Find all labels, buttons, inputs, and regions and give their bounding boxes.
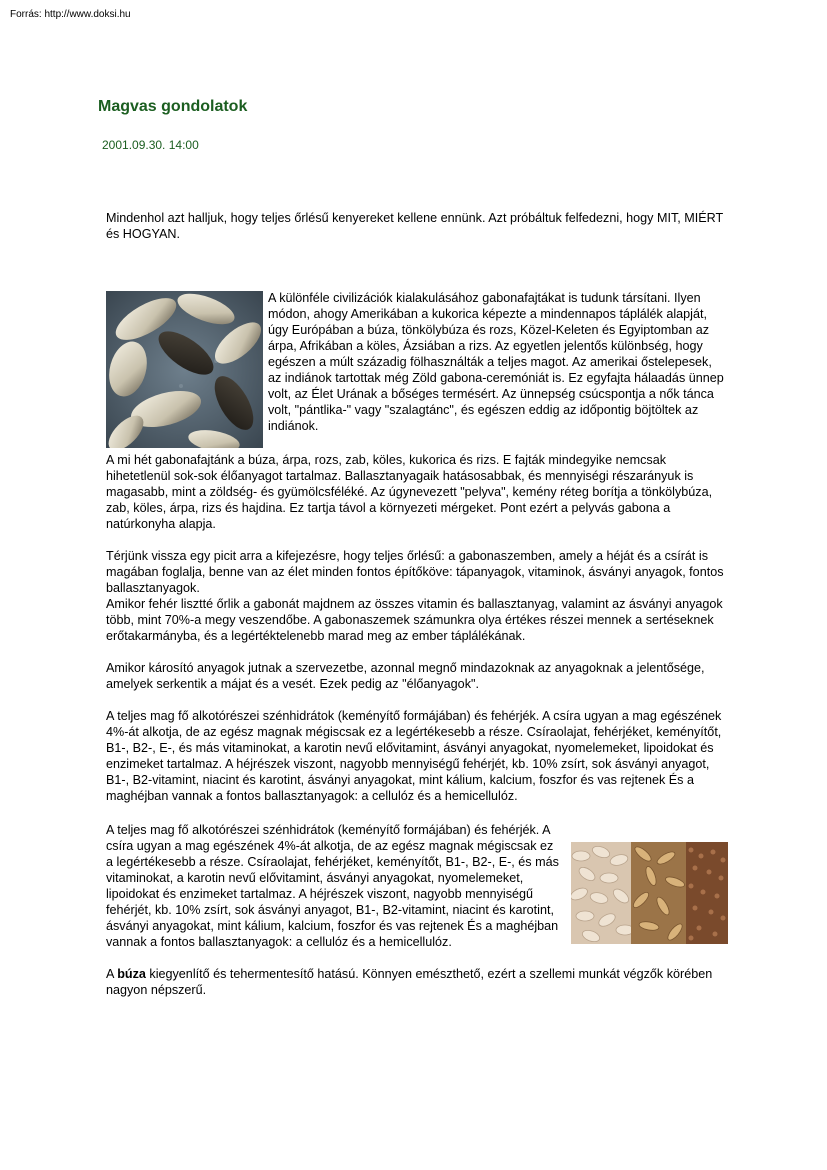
composition-paragraph-2: A teljes mag fő alkotórészei szénhidrátok (keményítő formájában) és fehérjék. A csíra ugyan a mag egészének 4%-át alkotja, de az egész magnak mégiscsak ez a legértékesebb a része. Csíraolajat, fehérjéket, keményítőt, B1-, B2-, E-, és más vitaminokat, a karotin nevű elővitamint, ásványi anyagokat, nyomelemeket, lipoidokat és enzimeket tartalmaz. A héjrészek viszont, nagyobb mennyiségű fehérjét, kb. 10% zsírt, sok ásványi anyagot, B1-, B2-vitamint, niacint és karotint, ásványi anyagokat, mint kálium, kalcium, foszfor és vas rejtenek És a maghéjban vannak a fontos ballasztanyagok: a cellulóz és a hemicellulóz. xyxy=(106,823,559,949)
wheat-paragraph xyxy=(106,966,728,998)
intro-paragraph: Mindenhol azt halljuk, hogy teljes őrlésű kenyereket kellene ennünk. Azt próbáltuk felfedezni, hogy MIT, MIÉRT és HOGYAN. xyxy=(106,211,723,241)
article-body xyxy=(106,210,728,1014)
source-note: Forrás: http://www.doksi.hu xyxy=(10,9,131,20)
grains-photo xyxy=(571,842,728,944)
seven-grains-paragraph: A mi hét gabonafajtánk a búza, árpa, rozs, zab, köles, kukorica és rizs. E fajták mindegyike nemcsak hihetetlenül sok-sok élőanyagot tartalmaz. Ballasztanyagaik hatásosabbak, és mennyiségi részarányuk is magasabb, mint a zöldség- és gyümölcsféléké. Az úgynevezett "pelyva", kemény réteg borítja a tönkölybúza, zab, köles, árpa, rizs és hajdina. Ez tartja távol a környezeti mérgeket. Pont ezért a pelyvás gabona a natúrkonyha alapja. xyxy=(106,453,713,531)
seeds-photo xyxy=(106,291,263,448)
wheat-prefix: A xyxy=(106,967,118,981)
civilizations-paragraph: A különféle civilizációk kialakulásához gabonafajtákat is tudunk társítani. Ilyen módon, ahogy Amerikában a kukorica képezte a mindennapos táplálék alapját, úgy Európában a búza, tönkölybúza és rozs, Közel-Keleten és Egyiptomban az árpa, Afrikában a köles, Ázsiában a rizs. Az egyetlen jelentős különbség, hogy egészen a múlt századig fölhasználták a teljes magot. Az amerikai őstelepesek, az indiánok tartottak még Zöld gabona-ceremóniát is. Ez egyfajta hálaadás ünnep volt, az Élet Urának a bőséges termésért. Az ünnepség csúcspontja a nők tánca volt, "pántlika-" vagy "szalagtánc", és egészen eddig az időpontig böjtöltek az indiánok. xyxy=(268,291,724,433)
wheat-highlight: búza xyxy=(117,967,146,981)
harmful-substances-paragraph: Amikor károsító anyagok jutnak a szervezetbe, azonnal megnő mindazoknak az anyagoknak a jelentősége, amelyek serkentik a májat és a vesét. Ezek pedig az "élőanyagok". xyxy=(106,661,705,691)
composition-paragraph-1: A teljes mag fő alkotórészei szénhidrátok (keményítő formájában) és fehérjék. A csíra ugyan a mag egészének 4%-át alkotja, de az egész magnak mégiscsak ez a legértékesebb a része. Csíraolajat, fehérjéket, keményítőt, B1-, B2-, E-, és más vitaminokat, a karotin nevű elővitamint, ásványi anyagokat, nyomelemeket, lipoidokat és enzimeket tartalmaz. A héjrészek viszont, nagyobb mennyiségű fehérjét, kb. 10% zsírt, sok ásványi anyagot, B1-, B2-vitamint, niacint és karotint, ásványi anyagokat, mint kálium, kalcium, foszfor és vas rejtenek És a maghéjban vannak a fontos ballasztanyagok: a cellulóz és a hemicellulóz. xyxy=(106,709,722,803)
wheat-text: kiegyenlítő és tehermentesítő hatású. Könnyen emészthető, ezért a szellemi munkát végzők körében nagyon népszerű. xyxy=(106,967,713,997)
article-title: Magvas gondolatok xyxy=(98,98,248,115)
white-flour-paragraph: Amikor fehér lisztté őrlik a gabonát majdnem az összes vitamin és ballasztanyag, valamint az ásványi anyagok több, mint 70%-a megy veszendőbe. A gabonaszemek számunkra olya értékes részei mennek a sertéseknek erőtakarmányba, és a legértéktelenebb marad meg az ember táplálékának. xyxy=(106,597,723,643)
article-date: 2001.09.30. 14:00 xyxy=(102,138,199,152)
whole-grain-paragraph: Térjünk vissza egy picit arra a kifejezésre, hogy teljes őrlésű: a gabonaszemben, amely a héját és a csírát is magában foglalja, benne van az élet minden fontos építőköve: tápanyagok, vitaminok, ásványi anyagok, fontos ballasztanyagok. xyxy=(106,549,724,595)
